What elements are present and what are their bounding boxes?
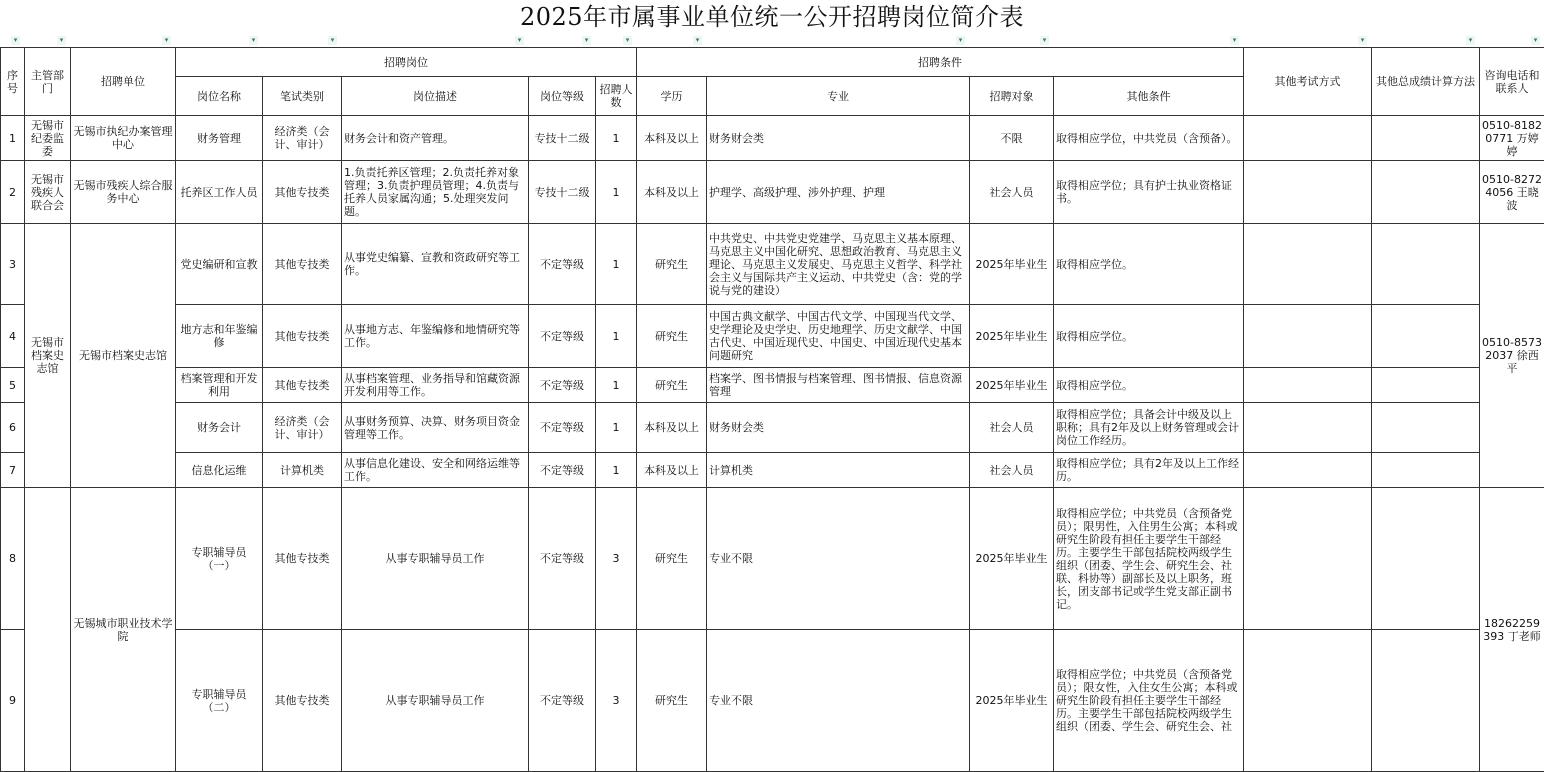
filter-dropdown-icon[interactable]: ▾: [1230, 36, 1239, 45]
cell-major[interactable]: 计算机类: [707, 453, 970, 488]
cell-other-cond[interactable]: 取得相应学位；具有护士执业资格证书。: [1054, 161, 1244, 224]
cell-dept[interactable]: 无锡市残疾人联合会: [25, 161, 71, 224]
filter-dropdown-icon[interactable]: ▾: [1531, 36, 1540, 45]
cell-exam-type[interactable]: 其他专技类: [263, 368, 342, 403]
cell-post-level[interactable]: 不定等级: [529, 368, 596, 403]
header-target: 招聘对象: [970, 77, 1054, 116]
cell-seq[interactable]: 1: [1, 116, 25, 161]
cell-education[interactable]: 研究生: [637, 305, 707, 368]
cell-count[interactable]: 3: [596, 488, 637, 630]
filter-dropdown-icon[interactable]: ▾: [1040, 36, 1049, 45]
cell-target[interactable]: 2025年毕业生: [970, 305, 1054, 368]
filter-dropdown-icon[interactable]: ▾: [515, 36, 524, 45]
table-row: [1, 488, 1544, 630]
cell-other-exam[interactable]: [1244, 630, 1372, 772]
cell-score-method[interactable]: [1372, 403, 1480, 453]
cell-post-level[interactable]: 不定等级: [529, 305, 596, 368]
cell-post-level[interactable]: 不定等级: [529, 453, 596, 488]
header-other-cond: 其他条件: [1054, 77, 1244, 116]
header-education: 学历: [637, 77, 707, 116]
cell-seq[interactable]: 9: [1, 630, 25, 772]
table-row: [1, 161, 1544, 224]
cell-post-name[interactable]: 党史编研和宣教: [176, 224, 263, 305]
cell-seq[interactable]: 3: [1, 224, 25, 305]
cell-exam-type[interactable]: 其他专技类: [263, 488, 342, 630]
header-count: 招聘人数: [596, 77, 637, 116]
filter-dropdown-icon[interactable]: ▾: [249, 36, 258, 45]
cell-seq[interactable]: 4: [1, 305, 25, 368]
filter-dropdown-icon[interactable]: ▾: [1466, 36, 1475, 45]
cell-post-name[interactable]: 地方志和年鉴编修: [176, 305, 263, 368]
cell-unit[interactable]: 无锡市档案史志馆: [71, 224, 176, 488]
cell-post-desc[interactable]: 从事专职辅导员工作: [342, 488, 529, 630]
header-other-exam: 其他考试方式: [1244, 48, 1372, 116]
cell-count[interactable]: 1: [596, 116, 637, 161]
cell-exam-type[interactable]: 其他专技类: [263, 161, 342, 224]
cell-other-exam[interactable]: [1244, 488, 1372, 630]
header-dept: 主管部门: [25, 48, 71, 116]
filter-dropdown-icon[interactable]: ▾: [11, 36, 20, 45]
cell-other-exam[interactable]: [1244, 368, 1372, 403]
cell-contact[interactable]: 0510-85732037 徐西平: [1480, 224, 1544, 488]
cell-other-exam[interactable]: [1244, 453, 1372, 488]
cell-seq[interactable]: 2: [1, 161, 25, 224]
filter-dropdown-icon[interactable]: ▾: [1358, 36, 1367, 45]
header-post-name: 岗位名称: [176, 77, 263, 116]
cell-major[interactable]: 档案学、图书情报与档案管理、图书情报、信息资源管理: [707, 368, 970, 403]
cell-seq[interactable]: 6: [1, 403, 25, 453]
cell-other-exam[interactable]: [1244, 224, 1372, 305]
cell-score-method[interactable]: [1372, 630, 1480, 772]
recruitment-table: [0, 47, 1544, 772]
cell-target[interactable]: 社会人员: [970, 161, 1054, 224]
sheet-title: 2025年市属事业单位统一公开招聘岗位简介表: [0, 2, 1544, 32]
cell-unit[interactable]: 无锡城市职业技术学院: [71, 488, 176, 772]
cell-score-method[interactable]: [1372, 305, 1480, 368]
cell-post-name[interactable]: 档案管理和开发利用: [176, 368, 263, 403]
cell-other-cond[interactable]: 取得相应学位。: [1054, 305, 1244, 368]
header-post-level: 岗位等级: [529, 77, 596, 116]
filter-dropdown-icon[interactable]: ▾: [162, 36, 171, 45]
cell-dept[interactable]: 无锡市档案史志馆: [25, 224, 71, 488]
cell-count[interactable]: 1: [596, 161, 637, 224]
cell-major[interactable]: 专业不限: [707, 630, 970, 772]
cell-count[interactable]: 1: [596, 224, 637, 305]
cell-target[interactable]: 社会人员: [970, 403, 1054, 453]
header-contact: 咨询电话和联系人: [1480, 48, 1544, 116]
cell-contact[interactable]: 0510-81820771 万婷婷: [1480, 116, 1544, 161]
cell-contact[interactable]: 18262259393 丁老师: [1480, 488, 1544, 772]
cell-contact[interactable]: 0510-82724056 王晓波: [1480, 161, 1544, 224]
cell-other-cond[interactable]: 取得相应学位；中共党员（含预备党员）；限男性，入住男生公寓；本科或研究生阶段有担任主要学生干部经历。主要学生干部包括院校两级学生组织（团委、学生会、研究生会、社联、科协等）副部长及以上职务，班长，团支部书记或学生党支部正副书记。: [1054, 488, 1244, 630]
header-unit: 招聘单位: [71, 48, 176, 116]
cell-exam-type[interactable]: 其他专技类: [263, 224, 342, 305]
cell-unit[interactable]: 无锡市执纪办案管理中心: [71, 116, 176, 161]
cell-major[interactable]: 中国古典文献学、中国古代文学、中国现当代文学、史学理论及史学史、历史地理学、历史文献学、中国古代史、中国近现代史、中国史、中国近现代史基本问题研究: [707, 305, 970, 368]
cell-major[interactable]: 专业不限: [707, 488, 970, 630]
cell-post-name[interactable]: 托养区工作人员: [176, 161, 263, 224]
cell-education[interactable]: 研究生: [637, 224, 707, 305]
cell-post-desc[interactable]: 财务会计和资产管理。: [342, 116, 529, 161]
cell-score-method[interactable]: [1372, 453, 1480, 488]
cell-unit[interactable]: 无锡市残疾人综合服务中心: [71, 161, 176, 224]
cell-post-name[interactable]: 信息化运维: [176, 453, 263, 488]
cell-score-method[interactable]: [1372, 161, 1480, 224]
header-row-1: [1, 48, 1544, 77]
cell-seq[interactable]: 5: [1, 368, 25, 403]
cell-post-level[interactable]: 不定等级: [529, 488, 596, 630]
header-major: 专业: [707, 77, 970, 116]
header-seq: 序号: [1, 48, 25, 116]
cell-post-level[interactable]: 不定等级: [529, 403, 596, 453]
cell-target[interactable]: 2025年毕业生: [970, 368, 1054, 403]
cell-count[interactable]: 1: [596, 305, 637, 368]
cell-major[interactable]: 财务财会类: [707, 403, 970, 453]
cell-target[interactable]: 2025年毕业生: [970, 488, 1054, 630]
cell-education[interactable]: 本科及以上: [637, 453, 707, 488]
header-group-conditions: 招聘条件: [637, 48, 1244, 77]
cell-post-level[interactable]: 不定等级: [529, 630, 596, 772]
cell-education[interactable]: 本科及以上: [637, 116, 707, 161]
table-row: [1, 368, 1544, 403]
cell-post-desc[interactable]: 从事党史编纂、宣教和资政研究等工作。: [342, 224, 529, 305]
cell-count[interactable]: 1: [596, 368, 637, 403]
cell-post-name[interactable]: 专职辅导员（二）: [176, 630, 263, 772]
cell-count[interactable]: 1: [596, 403, 637, 453]
table-row: [1, 224, 1544, 305]
cell-count[interactable]: 3: [596, 630, 637, 772]
cell-exam-type[interactable]: 经济类（会计、审计）: [263, 116, 342, 161]
filter-dropdown-icon[interactable]: ▾: [57, 36, 66, 45]
filter-dropdown-icon[interactable]: ▾: [956, 36, 965, 45]
cell-score-method[interactable]: [1372, 116, 1480, 161]
cell-other-cond[interactable]: 取得相应学位；中共党员（含预备党员）；限女性，入住女生公寓；本科或研究生阶段有担任主要学生干部经历。主要学生干部包括院校两级学生组织（团委、学生会、研究生会、社: [1054, 630, 1244, 772]
cell-education[interactable]: 研究生: [637, 630, 707, 772]
cell-major[interactable]: 护理学、高级护理、涉外护理、护理: [707, 161, 970, 224]
header-exam-type: 笔试类别: [263, 77, 342, 116]
cell-count[interactable]: 1: [596, 453, 637, 488]
cell-exam-type[interactable]: 经济类（会计、审计）: [263, 403, 342, 453]
cell-post-level[interactable]: 专技十二级: [529, 161, 596, 224]
cell-target[interactable]: 不限: [970, 116, 1054, 161]
table-row: [1, 305, 1544, 368]
cell-post-desc[interactable]: 1.负责托养区管理；2.负责托养对象管理；3.负责护理员管理；4.负责与托养人员家属沟通；5.处理突发问题。: [342, 161, 529, 224]
cell-post-desc[interactable]: 从事财务预算、决算、财务项目资金管理等工作。: [342, 403, 529, 453]
filter-dropdown-icon[interactable]: ▾: [328, 36, 337, 45]
cell-other-exam[interactable]: [1244, 305, 1372, 368]
cell-education[interactable]: 研究生: [637, 368, 707, 403]
cell-education[interactable]: 本科及以上: [637, 161, 707, 224]
cell-post-level[interactable]: 不定等级: [529, 224, 596, 305]
table-row: [1, 403, 1544, 453]
cell-score-method[interactable]: [1372, 224, 1480, 305]
cell-other-exam[interactable]: [1244, 116, 1372, 161]
cell-seq[interactable]: 7: [1, 453, 25, 488]
filter-dropdown-icon[interactable]: ▾: [582, 36, 591, 45]
cell-other-cond[interactable]: 取得相应学位；具备会计中级及以上职称；具有2年及以上财务管理或会计岗位工作经历。: [1054, 403, 1244, 453]
cell-other-cond[interactable]: 取得相应学位。: [1054, 368, 1244, 403]
cell-post-desc[interactable]: 从事地方志、年鉴编修和地情研究等工作。: [342, 305, 529, 368]
table-row: [1, 453, 1544, 488]
cell-education[interactable]: 本科及以上: [637, 403, 707, 453]
cell-other-exam[interactable]: [1244, 161, 1372, 224]
cell-exam-type[interactable]: 其他专技类: [263, 630, 342, 772]
cell-other-cond[interactable]: 取得相应学位，中共党员（含预备）。: [1054, 116, 1244, 161]
cell-post-name[interactable]: 专职辅导员（一）: [176, 488, 263, 630]
cell-score-method[interactable]: [1372, 368, 1480, 403]
table-row: [1, 116, 1544, 161]
cell-post-level[interactable]: 专技十二级: [529, 116, 596, 161]
filter-row: [0, 36, 1544, 46]
cell-major[interactable]: 财务财会类: [707, 116, 970, 161]
table-row: [1, 630, 1544, 772]
filter-dropdown-icon[interactable]: ▾: [693, 36, 702, 45]
cell-seq[interactable]: 8: [1, 488, 25, 630]
cell-dept[interactable]: 无锡市纪委监委: [25, 116, 71, 161]
cell-exam-type[interactable]: 其他专技类: [263, 305, 342, 368]
cell-major[interactable]: 中共党史、中共党史党建学、马克思主义基本原理、马克思主义中国化研究、思想政治教育、马克思主义理论、马克思主义发展史、马克思主义哲学、科学社会主义与国际共产主义运动、中共党史（含：党的学说与党的建设）: [707, 224, 970, 305]
filter-dropdown-icon[interactable]: ▾: [623, 36, 632, 45]
header-post-desc: 岗位描述: [342, 77, 529, 116]
header-score-method: 其他总成绩计算方法: [1372, 48, 1480, 116]
cell-education[interactable]: 研究生: [637, 488, 707, 630]
cell-dept[interactable]: [25, 488, 71, 772]
cell-other-cond[interactable]: 取得相应学位。: [1054, 224, 1244, 305]
cell-target[interactable]: 2025年毕业生: [970, 630, 1054, 772]
cell-post-name[interactable]: 财务管理: [176, 116, 263, 161]
cell-other-exam[interactable]: [1244, 403, 1372, 453]
cell-target[interactable]: 社会人员: [970, 453, 1054, 488]
header-group-post: 招聘岗位: [176, 48, 637, 77]
cell-exam-type[interactable]: 计算机类: [263, 453, 342, 488]
cell-score-method[interactable]: [1372, 488, 1480, 630]
cell-post-desc[interactable]: 从事专职辅导员工作: [342, 630, 529, 772]
cell-post-name[interactable]: 财务会计: [176, 403, 263, 453]
cell-post-desc[interactable]: 从事信息化建设、安全和网络运维等工作。: [342, 453, 529, 488]
cell-target[interactable]: 2025年毕业生: [970, 224, 1054, 305]
cell-other-cond[interactable]: 取得相应学位；具有2年及以上工作经历。: [1054, 453, 1244, 488]
cell-post-desc[interactable]: 从事档案管理、业务指导和馆藏资源开发利用等工作。: [342, 368, 529, 403]
